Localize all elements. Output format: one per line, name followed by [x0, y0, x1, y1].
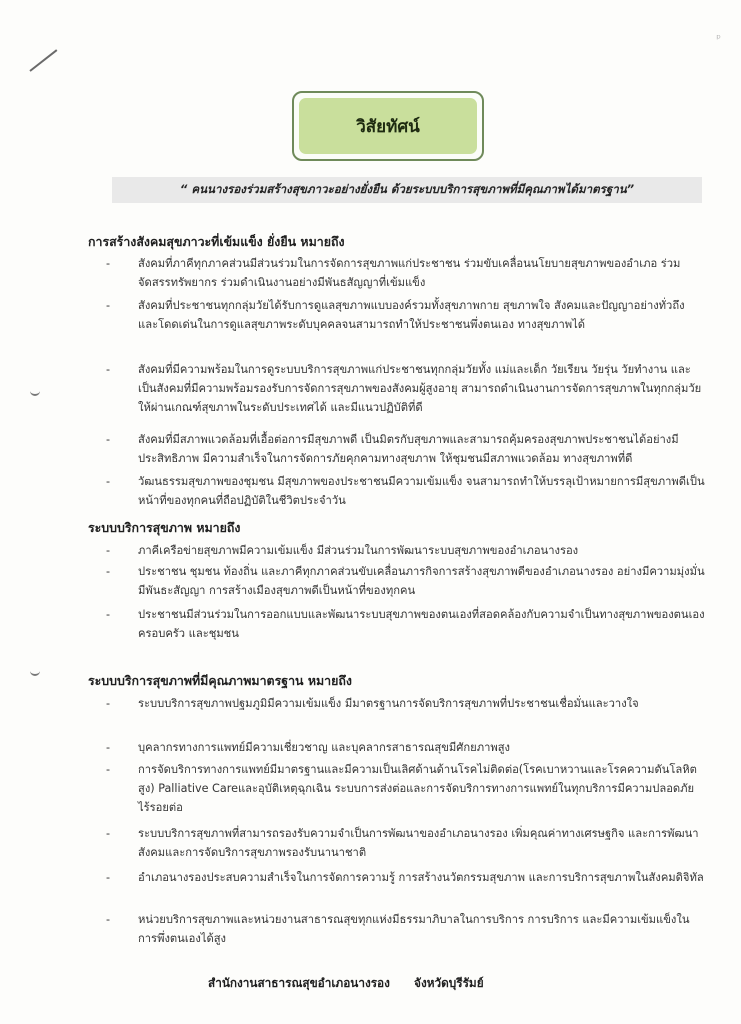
list-item: - อำเภอนางรองประสบความสำเร็จในการจัดการความรู้ การสร้างนวัตกรรมสุขภาพ และการบริการสุขภาพในสังคมดิจิทัล: [106, 868, 706, 887]
list-item: - ประชาชน ชุมชน ท้องถิ่น และภาคีทุกภาคส่วนขับเคลื่อนภารกิจการสร้างสุขภาพดีของอำเภอนางรอง อย่างมีความมุ่งมั่น มีพันธะสัญญา การสร้างเมืองสุขภาพดีเป็นหน้าที่ของทุกคน: [106, 562, 706, 600]
list-item: - สังคมที่ประชาชนทุกกลุ่มวัยได้รับการดูแลสุขภาพแบบองค์รวมทั้งสุขภาพกาย สุขภาพใจ สังคมและปัญญาอย่างทั่วถึง และโดดเด่นในการดูแลสุขภาพระดับบุคคลจนสามารถทำให้ประชาชนพึ่งตนเอง ทางสุขภาพได้: [106, 296, 706, 334]
list-item-text: สังคมที่ประชาชนทุกกลุ่มวัยได้รับการดูแลสุขภาพแบบองค์รวมทั้งสุขภาพกาย สุขภาพใจ สังคมและปัญญาอย่างทั่วถึง และโดดเด่นในการดูแลสุขภาพระดับบุคคลจนสามารถทำให้ประชาชนพึ่งตนเอง ทางสุขภาพได้: [138, 299, 685, 331]
corner-scan-mark: ᵖ: [716, 32, 721, 45]
list-item-text: ภาคีเครือข่ายสุขภาพมีความเข้มแข็ง มีส่วนร่วมในการพัฒนาระบบสุขภาพของอำเภอนางรอง: [138, 544, 579, 557]
punch-hole-mark: [30, 388, 40, 396]
motto-band: [112, 177, 702, 203]
list-item: - หน่วยบริการสุขภาพและหน่วยงานสาธารณสุขทุกแห่งมีธรรมาภิบาลในการบริการ การบริการ และมีความเข้มแข็งในการพึ่งตนเองได้สูง: [106, 910, 706, 948]
list-item-text: อำเภอนางรองประสบความสำเร็จในการจัดการความรู้ การสร้างนวัตกรรมสุขภาพ และการบริการสุขภาพในสังคมดิจิทัล: [138, 871, 704, 884]
list-item-text: ระบบบริการสุขภาพปฐมภูมิมีความเข้มแข็ง มีมาตรฐานการจัดบริการสุขภาพที่ประชาชนเชื่อมั่นและวางใจ: [138, 697, 639, 710]
list-item: - สังคมที่มีสภาพแวดล้อมที่เอื้อต่อการมีสุขภาพดี เป็นมิตรกับสุขภาพและสามารถคุ้มครองสุขภาพประชาชนได้อย่างมีประสิทธิภาพ มีความสำเร็จในการจัดการภัยคุกคามทางสุขภาพ ให้ชุมชนมีสภาพแวดล้อม ทางสุขภาพที่ดี: [106, 430, 706, 468]
list-item: - ประชาชนมีส่วนร่วมในการออกแบบและพัฒนาระบบสุขภาพของตนเองที่สอดคล้องกับความจำเป็นทางสุขภาพของตนเอง ครอบครัว และชุมชน: [106, 605, 706, 643]
list-item-text: การจัดบริการทางการแพทย์มีมาตรฐานและมีความเป็นเลิศด้านด้านโรคไม่ติดต่อ(โรคเบาหวานและโรคความดันโลหิตสูง) Palliative Careและอุบัติเหตุฉุกเฉิน ระบบการส่งต่อและการจัดบริการทางการแพทย์ในทุกบริการมีความปลอดภัย ไร้รอยต่อ: [138, 763, 697, 814]
motto-text: “ คนนางรองร่วมสร้างสุขภาวะอย่างยั่งยืน ด้วยระบบบริการสุขภาพที่มีคุณภาพได้มาตรฐาน”: [179, 182, 635, 196]
list-item-text: วัฒนธรรมสุขภาพของชุมชน มีสุขภาพของประชาชนมีความเข้มแข็ง จนสามารถทำให้บรรลุเป้าหมายการมีสุขภาพดีเป็นหน้าที่ของทุกคนที่ถือปฏิบัติในชีวิตประจำวัน: [138, 475, 705, 507]
section-heading: ระบบบริการสุขภาพ หมายถึง: [88, 520, 241, 535]
list-item: - ระบบบริการสุขภาพที่สามารถรองรับความจำเป็นการพัฒนาของอำเภอนางรอง เพิ่มคุณค่าทางเศรษฐกิจ และการพัฒนาสังคมและการจัดบริการสุขภาพรองรับนานาชาติ: [106, 824, 706, 862]
vision-title-box: [292, 91, 484, 161]
pen-stroke-mark: [29, 49, 57, 72]
list-item: - วัฒนธรรมสุขภาพของชุมชน มีสุขภาพของประชาชนมีความเข้มแข็ง จนสามารถทำให้บรรลุเป้าหมายการมีสุขภาพดีเป็นหน้าที่ของทุกคนที่ถือปฏิบัติในชีวิตประจำวัน: [106, 472, 706, 510]
list-item-text: สังคมที่ภาคีทุกภาคส่วนมีส่วนร่วมในการจัดการสุขภาพแก่ประชาชน ร่วมขับเคลื่อนนโยบายสุขภาพของอำเภอ ร่วมจัดสรรทรัพยากร ร่วมดำเนินงานอย่างมีพันธสัญญาที่เข้มแข็ง: [138, 257, 681, 289]
punch-hole-mark: [30, 668, 40, 676]
list-item-text: บุคลากรทางการแพทย์มีความเชี่ยวชาญ และบุคลากรสาธารณสุขมีศักยภาพสูง: [138, 741, 511, 754]
vision-title: วิสัยทัศน์: [299, 98, 477, 154]
list-item-text: ประชาชน ชุมชน ท้องถิ่น และภาคีทุกภาคส่วนขับเคลื่อนภารกิจการสร้างสุขภาพดีของอำเภอนางรอง อย่างมีความมุ่งมั่น มีพันธะสัญญา การสร้างเมืองสุขภาพดีเป็นหน้าที่ของทุกคน: [138, 565, 705, 597]
footer-signature: [208, 974, 504, 993]
list-item-text: ประชาชนมีส่วนร่วมในการออกแบบและพัฒนาระบบสุขภาพของตนเองที่สอดคล้องกับความจำเป็นทางสุขภาพของตนเอง ครอบครัว และชุมชน: [138, 608, 705, 640]
list-item: - ระบบบริการสุขภาพปฐมภูมิมีความเข้มแข็ง มีมาตรฐานการจัดบริการสุขภาพที่ประชาชนเชื่อมั่นและวางใจ: [106, 694, 706, 713]
list-item: - ภาคีเครือข่ายสุขภาพมีความเข้มแข็ง มีส่วนร่วมในการพัฒนาระบบสุขภาพของอำเภอนางรอง: [106, 541, 706, 560]
list-item-text: สังคมที่มีความพร้อมในการดูระบบบริการสุขภาพแก่ประชาชนทุกกลุ่มวัยทั้ง แม่และเด็ก วัยเรียน วัยรุ่น วัยทำงาน และเป็นสังคมที่มีความพร้อมรองรับการจัดการสุขภาพของสังคมผู้สูงอายุ สามารถดำเนินงานการจัดการสุขภาพในทุกกลุ่มวัยให้ผ่านเกณฑ์สุขภาพในระดับประเทศได้ และมีแนวปฏิบัติที่ดี: [138, 363, 702, 414]
list-item: - การจัดบริการทางการแพทย์มีมาตรฐานและมีความเป็นเลิศด้านด้านโรคไม่ติดต่อ(โรคเบาหวานและโรคความดันโลหิตสูง) Palliative Careและอุบัติเหตุฉุกเฉิน ระบบการส่งต่อและการจัดบริการทางการแพทย์ในทุกบริการมีความปลอดภัย ไร้รอยต่อ: [106, 760, 706, 817]
list-item: - สังคมที่มีความพร้อมในการดูระบบบริการสุขภาพแก่ประชาชนทุกกลุ่มวัยทั้ง แม่และเด็ก วัยเรียน วัยรุ่น วัยทำงาน และเป็นสังคมที่มีความพร้อมรองรับการจัดการสุขภาพของสังคมผู้สูงอายุ สามารถดำเนินงานการจัดการสุขภาพในทุกกลุ่มวัยให้ผ่านเกณฑ์สุขภาพในระดับประเทศได้ และมีแนวปฏิบัติที่ดี: [106, 360, 706, 417]
section-heading: ระบบบริการสุขภาพที่มีคุณภาพมาตรฐาน หมายถึง: [88, 673, 352, 688]
list-item: - บุคลากรทางการแพทย์มีความเชี่ยวชาญ และบุคลากรสาธารณสุขมีศักยภาพสูง: [106, 738, 706, 757]
footer-province: จังหวัดบุรีรัมย์: [414, 976, 484, 990]
list-item-text: สังคมที่มีสภาพแวดล้อมที่เอื้อต่อการมีสุขภาพดี เป็นมิตรกับสุขภาพและสามารถคุ้มครองสุขภาพประชาชนได้อย่างมีประสิทธิภาพ มีความสำเร็จในการจัดการภัยคุกคามทางสุขภาพ ให้ชุมชนมีสภาพแวดล้อม ทางสุขภาพที่ดี: [138, 433, 679, 465]
list-item: - สังคมที่ภาคีทุกภาคส่วนมีส่วนร่วมในการจัดการสุขภาพแก่ประชาชน ร่วมขับเคลื่อนนโยบายสุขภาพของอำเภอ ร่วมจัดสรรทรัพยากร ร่วมดำเนินงานอย่างมีพันธสัญญาที่เข้มแข็ง: [106, 254, 706, 292]
footer-office: สำนักงานสาธารณสุขอำเภอนางรอง: [208, 976, 390, 990]
list-item-text: ระบบบริการสุขภาพที่สามารถรองรับความจำเป็นการพัฒนาของอำเภอนางรอง เพิ่มคุณค่าทางเศรษฐกิจ และการพัฒนาสังคมและการจัดบริการสุขภาพรองรับนานาชาติ: [138, 827, 699, 859]
section-heading: การสร้างสังคมสุขภาวะที่เข้มแข็ง ยั่งยืน หมายถึง: [88, 234, 345, 249]
list-item-text: หน่วยบริการสุขภาพและหน่วยงานสาธารณสุขทุกแห่งมีธรรมาภิบาลในการบริการ การบริการ และมีความเข้มแข็งในการพึ่งตนเองได้สูง: [138, 913, 690, 945]
